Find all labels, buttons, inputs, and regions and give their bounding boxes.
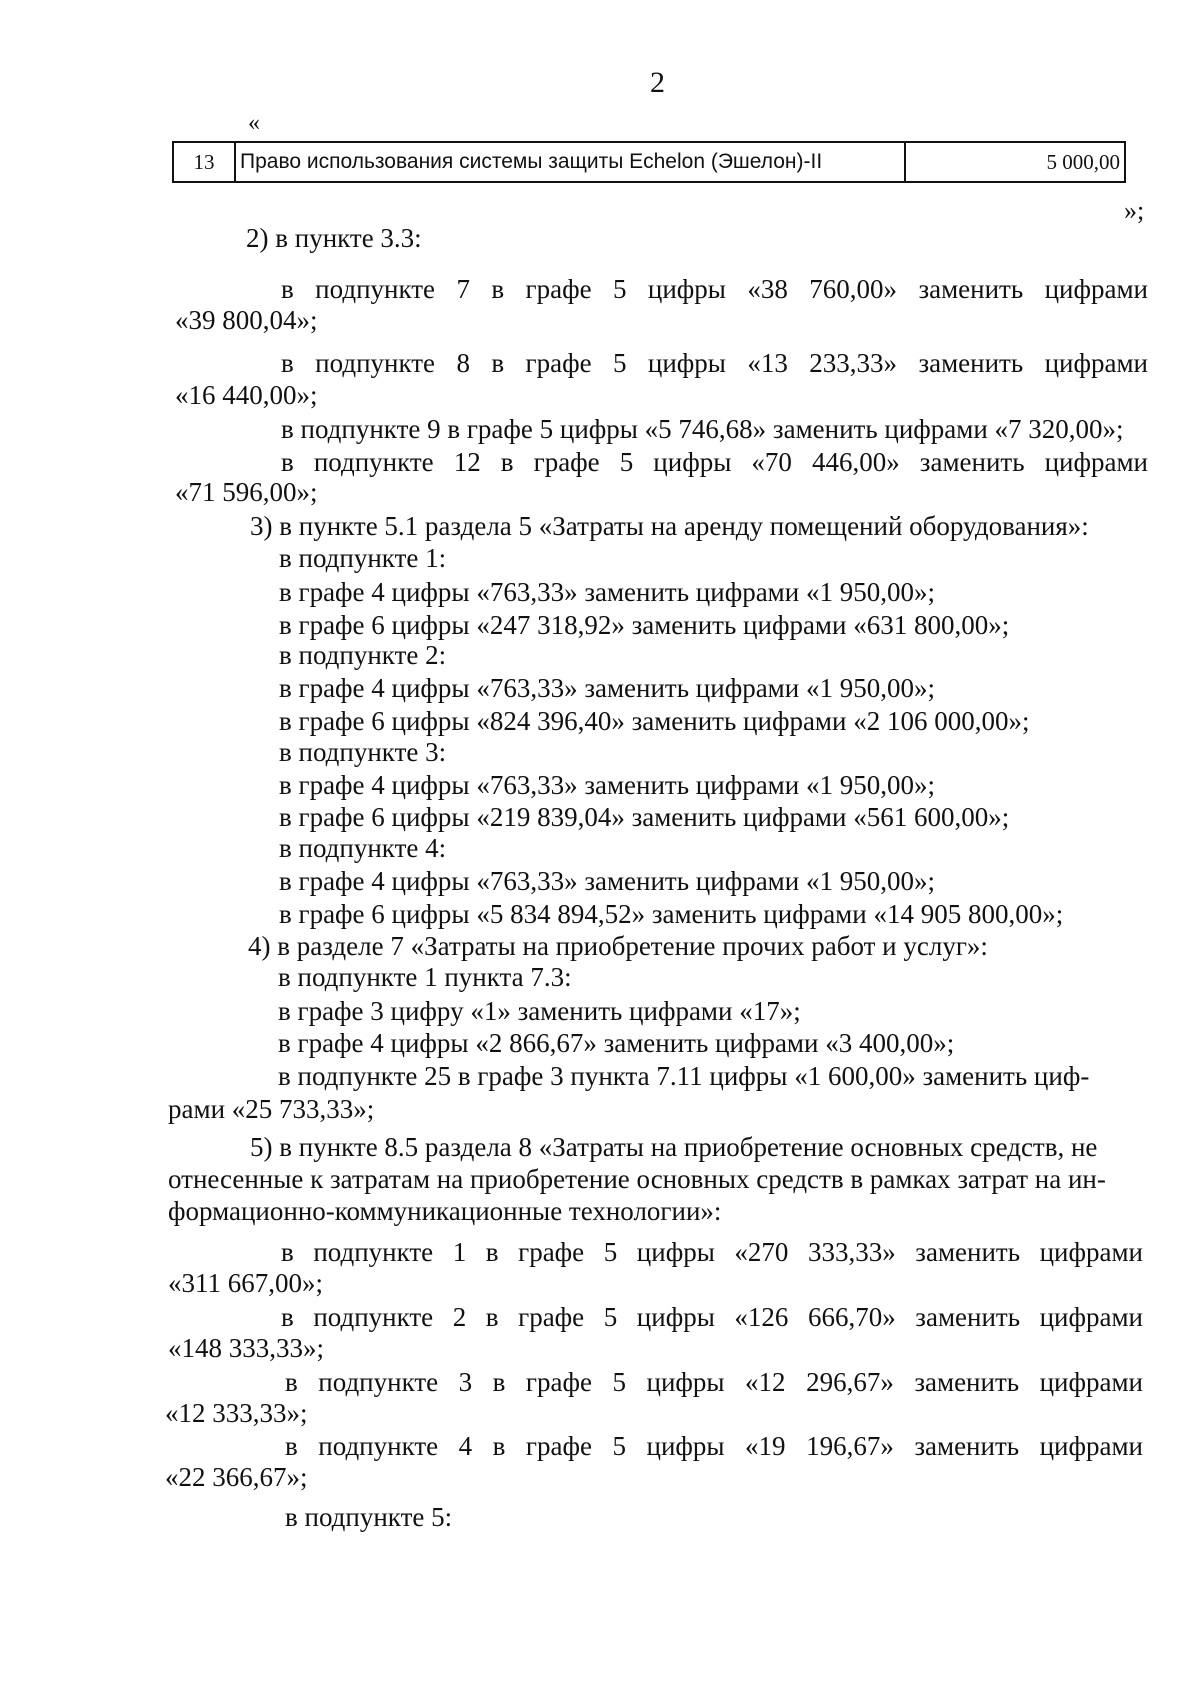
text-line: в подпункте 25 в графе 3 пункта 7.11 цифры «1 600,00» заменить циф-	[278, 1061, 1090, 1091]
text-line: в подпункте 3:	[279, 737, 447, 767]
text-line: 4) в разделе 7 «Затраты на приобретение прочих работ и услуг»:	[248, 931, 988, 961]
text-line: в подпункте 3 в графе 5 цифры «12 296,67» заменить цифрами	[285, 1367, 1143, 1397]
text-line: в графе 4 цифры «763,33» заменить цифрами «1 950,00»;	[279, 770, 935, 800]
amendment-table-grid	[172, 141, 1126, 183]
text-line: в графе 6 цифры «824 396,40» заменить цифрами «2 106 000,00»;	[279, 706, 1030, 736]
row-value-cell: 5 000,00	[905, 142, 1125, 182]
text-line: формационно-коммуникационные технологии»:	[168, 1196, 722, 1226]
text-line: в подпункте 1:	[279, 543, 447, 573]
amendment-table	[172, 141, 1126, 183]
text-line: в подпункте 5:	[285, 1502, 453, 1532]
text-line: в графе 4 цифры «2 866,67» заменить цифрами «3 400,00»;	[278, 1028, 955, 1058]
text-line: в подпункте 9 в графе 5 цифры «5 746,68» заменить цифрами «7 320,00»;	[281, 414, 1124, 444]
text-line: в графе 6 цифры «5 834 894,52» заменить цифрами «14 905 800,00»;	[279, 899, 1064, 929]
row-number-cell: 13	[173, 142, 235, 182]
text-line: в подпункте 2:	[279, 640, 447, 670]
text-line: в графе 3 цифру «1» заменить цифрами «17»;	[278, 996, 801, 1026]
closing-quote: »;	[1124, 196, 1145, 225]
text-line: в подпункте 1 в графе 5 цифры «270 333,33» заменить цифрами	[281, 1237, 1143, 1267]
table-row	[173, 142, 1125, 182]
opening-quote: «	[248, 110, 260, 136]
text-line: «16 440,00»;	[175, 380, 318, 410]
text-line: 3) в пункте 5.1 раздела 5 «Затраты на аренду помещений оборудования»:	[250, 511, 1089, 541]
text-line: отнесенные к затратам на приобретение основных средств в рамках затрат на ин-	[168, 1164, 1106, 1194]
text-line: в графе 6 цифры «247 318,92» заменить цифрами «631 800,00»;	[279, 610, 1010, 640]
text-line: в подпункте 4:	[279, 833, 447, 863]
text-line: в подпункте 4 в графе 5 цифры «19 196,67» заменить цифрами	[285, 1431, 1143, 1461]
text-line: «311 667,00»;	[168, 1268, 323, 1298]
text-line: в графе 4 цифры «763,33» заменить цифрами «1 950,00»;	[279, 577, 935, 607]
text-line: 2) в пункте 3.3:	[246, 223, 422, 253]
text-line: в графе 6 цифры «219 839,04» заменить цифрами «561 600,00»;	[279, 802, 1010, 832]
text-line: «148 333,33»;	[168, 1333, 325, 1363]
text-line: в графе 4 цифры «763,33» заменить цифрами «1 950,00»;	[279, 673, 935, 703]
text-line: в подпункте 1 пункта 7.3:	[278, 962, 572, 992]
text-line: в подпункте 7 в графе 5 цифры «38 760,00» заменить цифрами	[281, 274, 1148, 304]
text-line: «39 800,04»;	[175, 305, 318, 335]
text-line: в подпункте 8 в графе 5 цифры «13 233,33» заменить цифрами	[281, 348, 1148, 378]
text-line: рами «25 733,33»;	[168, 1094, 375, 1124]
text-line: 5) в пункте 8.5 раздела 8 «Затраты на приобретение основных средств, не	[250, 1132, 1098, 1162]
text-line: в подпункте 2 в графе 5 цифры «126 666,70» заменить цифрами	[281, 1302, 1143, 1332]
row-name-cell: Право использования системы защиты Echelon (Эшелон)-II	[235, 142, 905, 182]
page-number: 2	[650, 66, 665, 99]
text-line: в графе 4 цифры «763,33» заменить цифрами «1 950,00»;	[279, 866, 935, 896]
text-line: «22 366,67»;	[165, 1462, 308, 1492]
text-line: в подпункте 12 в графе 5 цифры «70 446,00» заменить цифрами	[281, 447, 1148, 477]
text-line: «12 333,33»;	[165, 1398, 308, 1428]
text-line: «71 596,00»;	[175, 477, 318, 507]
